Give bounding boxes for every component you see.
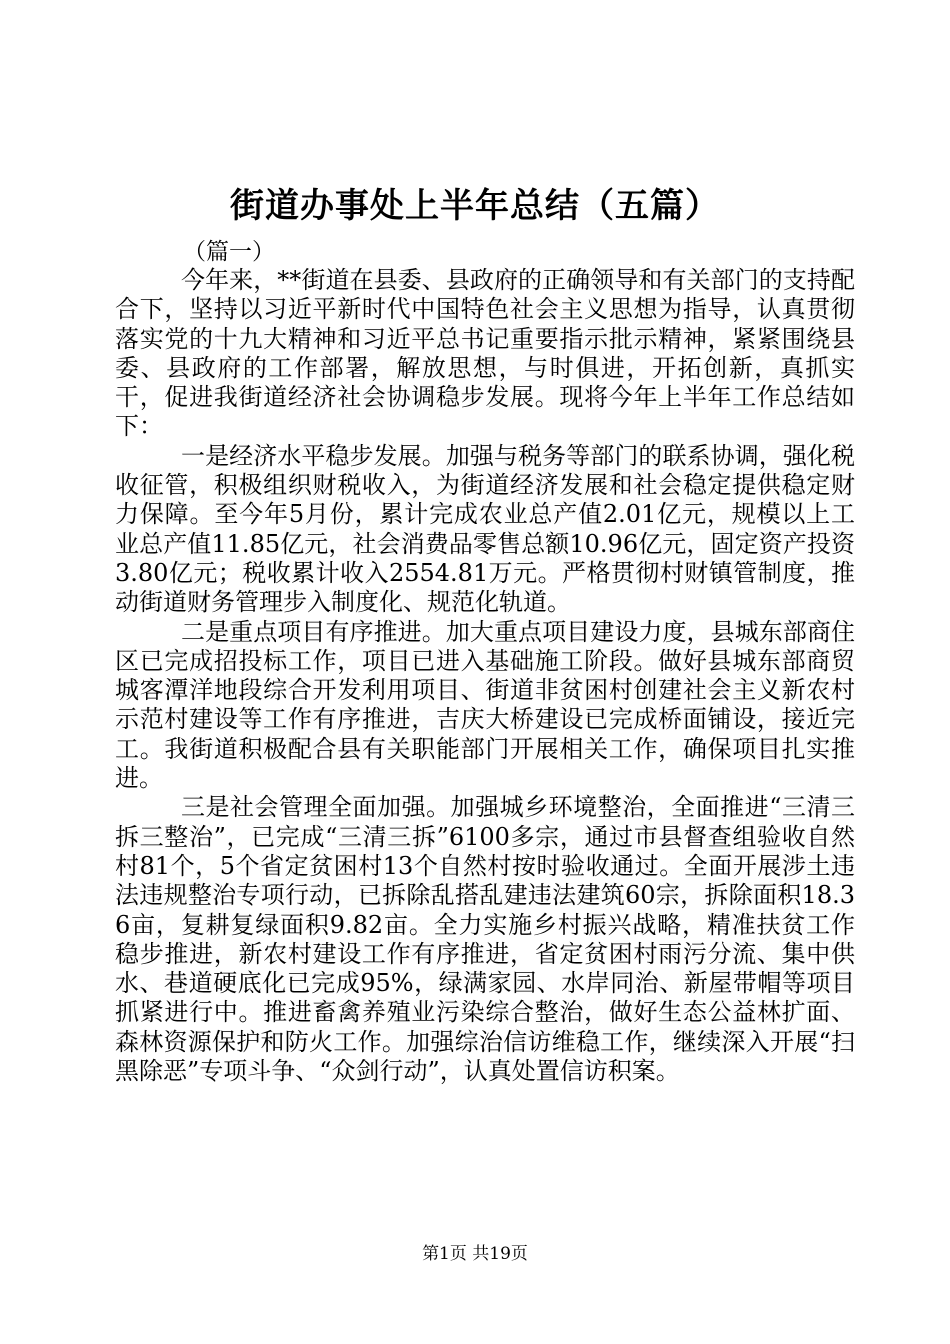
document-title: 街道办事处上半年总结（五篇）: [230, 186, 720, 226]
paragraph-intro: 今年来，**街道在县委、县政府的正确领导和有关部门的支持配合下，坚持以习近平新时代中国特色社会主义思想为指导，认真贯彻落实党的十九大精神和习近平总书记重要指示批示精神，紧紧围绕县委、县政府的工作部署，解放思想，与时俱进，开拓创新，真抓实干，促进我街道经济社会协调稳步发展。现将今年上半年工作总结如下：: [115, 266, 855, 441]
paragraph-social-management: 三是社会管理全面加强。加强城乡环境整治，全面推进“三清三拆三整治”，已完成“三清三拆”6100多宗，通过市县督查组验收自然村81个，5个省定贫困村13个自然村按时验收通过。全面开展涉土违法违规整治专项行动，已拆除乱搭乱建违法建筑60宗，拆除面积18.36亩，复耕复绿面积9.82亩。全力实施乡村振兴战略，精准扶贫工作稳步推进，新农村建设工作有序推进，省定贫困村雨污分流、集中供水、巷道硬底化已完成95%，绿满家园、水岸同治、新屋带帽等项目抓紧进行中。推进畜禽养殖业污染综合整治，做好生态公益林扩面、森林资源保护和防火工作。加强综治信访维稳工作，继续深入开展“扫黑除恶”专项斗争、“众剑行动”，认真处置信访积案。: [115, 793, 855, 1086]
page-footer: 第1页 共19页: [422, 1244, 528, 1264]
paragraph-projects: 二是重点项目有序推进。加大重点项目建设力度，县城东部商住区已完成招投标工作，项目已进入基础施工阶段。做好县城东部商贸城客潭洋地段综合开发利用项目、街道非贫困村创建社会主义新农村示范村建设等工作有序推进，吉庆大桥建设已完成桥面铺设，接近完工。我街道积极配合县有关职能部门开展相关工作，确保项目扎实推进。: [115, 617, 855, 793]
paragraph-economy: 一是经济水平稳步发展。加强与税务等部门的联系协调，强化税收征管，积极组织财税收入，为街道经济发展和社会稳定提供稳定财力保障。至今年5月份，累计完成农业总产值2.01亿元，规模以上工业总产值11.85亿元，社会消费品零售总额10.96亿元，固定资产投资3.80亿元；税收累计收入2554.81万元。严格贯彻村财镇管制度，推动街道财务管理步入制度化、规范化轨道。: [115, 441, 855, 617]
document-body: [115, 266, 855, 1086]
section-label: （篇一）: [183, 239, 275, 265]
